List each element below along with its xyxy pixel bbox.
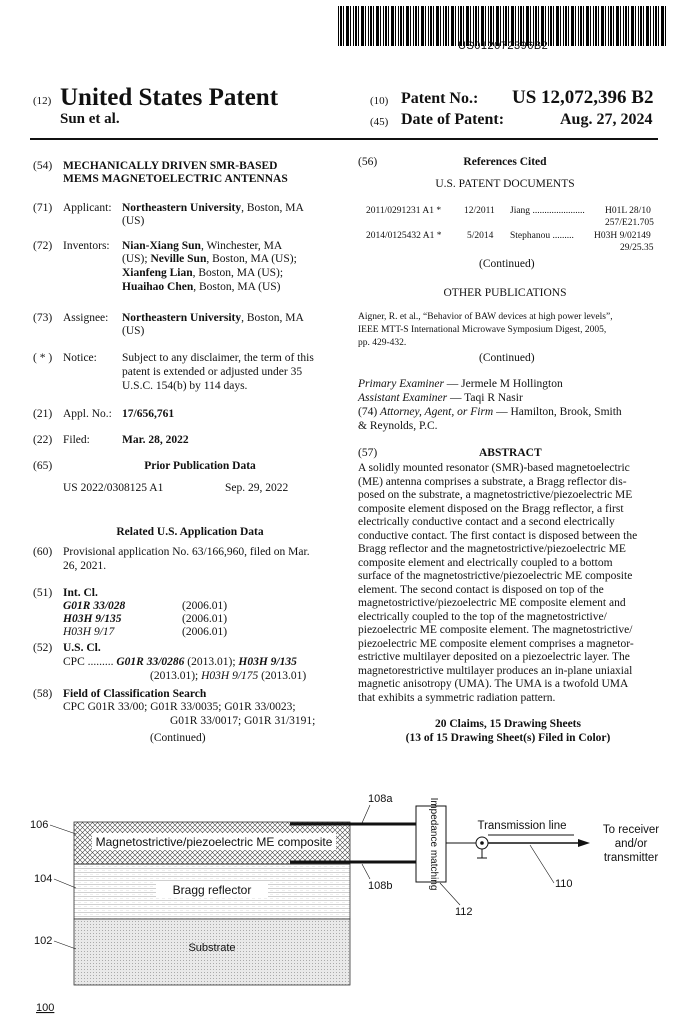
- prov-tag: (60): [33, 546, 53, 558]
- other-pub-line2: IEEE MTT-S International Microwave Symposium Digest, 2005,: [358, 325, 607, 335]
- ref-112: 112: [455, 906, 473, 918]
- ref-102: 102: [34, 935, 53, 947]
- receiver-line3: transmitter: [603, 852, 659, 864]
- applicant-label: Applicant:: [63, 202, 112, 214]
- other-continued: (Continued): [479, 352, 535, 364]
- coax-center-icon: [480, 841, 484, 845]
- appl-no: 17/656,761: [122, 408, 175, 420]
- assignee-line2: (US): [122, 325, 145, 337]
- ref-110: 110: [555, 878, 573, 890]
- notice-line3: U.S.C. 154(b) by 114 days.: [122, 380, 248, 392]
- ref-date: 5/2014: [467, 231, 494, 241]
- filed-tag: (22): [33, 434, 53, 446]
- barcode-number: US012072396B2: [458, 40, 549, 52]
- notice-line1: Subject to any disclaimer, the term of this: [122, 352, 314, 364]
- appl-label: Appl. No.:: [63, 408, 112, 420]
- ref-108b: 108b: [368, 880, 393, 892]
- intcl-date: (2006.01): [182, 600, 228, 612]
- tline-label: Transmission line: [477, 820, 567, 832]
- ref-100: 100: [36, 1002, 55, 1014]
- prior-date: Sep. 29, 2022: [225, 482, 289, 494]
- applicant-line2: (US): [122, 215, 145, 227]
- title-tag: (54): [33, 160, 53, 172]
- abstract-line: composite element disposed on the Bragg reflector, a first: [358, 502, 624, 515]
- ref-106: 106: [30, 819, 49, 831]
- invention-title-line2: MEMS MAGNETOELECTRIC ANTENNAS: [63, 173, 288, 185]
- ref-num: 2014/0125432 A1 *: [366, 231, 442, 241]
- abstract-line: magnetic anisotropy (UMA). The UMA is a twofold UMA: [358, 678, 629, 690]
- abstract-line: (ME) antenna comprises a substrate, a Bragg reflector dis-: [358, 475, 627, 488]
- ref-code2: 29/25.35: [620, 243, 654, 253]
- intcl-tag: (51): [33, 587, 53, 599]
- cpc-line2: (2013.01); H03H 9/175 (2013.01): [150, 670, 307, 682]
- leader-102: [54, 941, 76, 949]
- field-line2: G01R 33/0017; G01R 31/3191;: [170, 715, 316, 727]
- filed-date: Mar. 28, 2022: [122, 434, 189, 446]
- abstract-line: conductive contact. The first contact is disposed between the: [358, 529, 638, 542]
- ref-num: 2011/0291231 A1 *: [366, 206, 442, 216]
- claims-line2: (13 of 15 Drawing Sheet(s) Filed in Color): [405, 732, 611, 744]
- leader-108a: [362, 805, 370, 823]
- intcl-code: H03H 9/135: [63, 613, 122, 625]
- notice-line2: patent is extended or adjusted under 35: [122, 366, 303, 378]
- field-label: Field of Classification Search: [63, 688, 207, 700]
- prior-pub: US 2022/0308125 A1: [63, 482, 164, 494]
- prior-heading: Prior Publication Data: [144, 460, 256, 472]
- header-rule: [30, 138, 658, 140]
- other-pub-line1: Aigner, R. et al., “Behavior of BAW devices at high power levels”,: [358, 312, 613, 322]
- abstract-line: piezoelectric ME composite element comprises a magnetor-: [358, 637, 634, 650]
- assignee-label: Assignee:: [63, 312, 109, 324]
- attorney-line1: (74) Attorney, Agent, or Firm — Hamilton, Brook, Smith: [358, 406, 622, 418]
- patent-title-heading: United States Patent: [60, 84, 279, 111]
- field-line1: CPC G01R 33/00; G01R 33/0035; G01R 33/0023;: [63, 701, 296, 713]
- assignee-tag: (73): [33, 312, 53, 324]
- other-pubs-heading: OTHER PUBLICATIONS: [443, 287, 567, 299]
- abstract-line: magnetostrictive/piezoelectric ME composite element and: [358, 597, 626, 609]
- notice-tag: ( * ): [33, 352, 53, 364]
- arrow-right-icon: [578, 839, 590, 847]
- prior-tag: (65): [33, 460, 53, 472]
- appl-tag: (21): [33, 408, 53, 420]
- abstract-line: A solidly mounted resonator (SMR)-based magnetoelectric: [358, 462, 630, 474]
- abstract-line: electrically conductive contact and a second electrically: [358, 516, 615, 528]
- abstract-heading: ABSTRACT: [479, 447, 542, 459]
- related-heading: Related U.S. Application Data: [116, 526, 264, 538]
- leader-112: [440, 883, 460, 905]
- other-pub-line3: pp. 429-432.: [358, 338, 407, 348]
- assignee-line1: Northeastern University, Boston, MA: [122, 312, 304, 324]
- leader-110: [530, 845, 554, 883]
- ref-name: Stephanou .........: [510, 231, 574, 241]
- abstract-line: electrically coupled to the top of the magnetostrictive/: [358, 610, 607, 623]
- refs-tag: (56): [358, 156, 378, 168]
- abstract-line: element. The second contact is disposed on top of the: [358, 583, 604, 596]
- refs-continued: (Continued): [479, 258, 535, 270]
- abstract-line: that exhibits a symmetric radiation pattern.: [358, 691, 556, 704]
- inventor-short: Sun et al.: [60, 111, 120, 127]
- prov-line1: Provisional application No. 63/166,960, filed on Mar.: [63, 546, 310, 558]
- abstract-line: posed on the substrate, a magnetostrictive/piezoelectric ME: [358, 489, 633, 501]
- patent-no-tag: (10): [370, 95, 389, 107]
- applicant-line1: Northeastern University, Boston, MA: [122, 202, 304, 214]
- impedance-label: Impedance matching: [428, 797, 439, 891]
- abstract-line: magnetorestrictive multilayer produces an in-plane uniaxial: [358, 664, 633, 677]
- filed-label: Filed:: [63, 434, 90, 446]
- claims-line1: 20 Claims, 15 Drawing Sheets: [435, 718, 581, 730]
- inventors-line4: Huaihao Chen, Boston, MA (US): [122, 281, 281, 293]
- composite-label: Magnetostrictive/piezoelectric ME composite: [95, 835, 333, 849]
- intcl-date: (2006.01): [182, 626, 228, 638]
- uscl-tag: (52): [33, 642, 53, 654]
- abstract-tag: (57): [358, 447, 378, 459]
- abstract-line: surface of the magnetostrictive/piezoelectric ME composite: [358, 570, 633, 582]
- applicant-tag: (71): [33, 202, 53, 214]
- cpc-line1: CPC ......... G01R 33/0286 (2013.01); H03H 9/135: [63, 656, 297, 668]
- date-of-patent: Aug. 27, 2024: [560, 111, 653, 128]
- left-continued: (Continued): [150, 732, 206, 744]
- intcl-date: (2006.01): [182, 613, 228, 625]
- receiver-line1: To receiver: [602, 824, 660, 836]
- ref-108a: 108a: [368, 793, 393, 805]
- prov-line2: 26, 2021.: [63, 560, 107, 572]
- field-tag: (58): [33, 688, 53, 700]
- substrate-label: Substrate: [188, 942, 236, 954]
- patent-no-label: Patent No.:: [401, 90, 479, 107]
- attorney-line2: & Reynolds, P.C.: [358, 420, 438, 432]
- patent-no: US 12,072,396 B2: [512, 87, 654, 108]
- kind-code-tag: (12): [33, 95, 52, 107]
- ref-code2: 257/E21.705: [605, 218, 654, 228]
- date-tag: (45): [370, 116, 389, 128]
- inventors-line2: (US); Neville Sun, Boston, MA (US);: [122, 253, 297, 265]
- date-label: Date of Patent:: [401, 111, 505, 128]
- ref-name: Jiang ......................: [510, 206, 585, 216]
- leader-104: [54, 879, 76, 888]
- abstract-line: Bragg reflector and the magnetostrictive/piezoelectric ME: [358, 543, 626, 555]
- abstract-body: [358, 462, 658, 705]
- intcl-code: H03H 9/17: [63, 626, 115, 638]
- inventors-label: Inventors:: [63, 240, 110, 252]
- leader-108b: [362, 864, 370, 879]
- inventors-tag: (72): [33, 240, 53, 252]
- representative-drawing: [0, 780, 683, 1024]
- abstract-line: piezoelectric ME composite element. The magnetostrictive/: [358, 624, 633, 636]
- inventors-line1: Nian-Xiang Sun, Winchester, MA: [122, 240, 283, 252]
- primary-examiner: Primary Examiner — Jermele M Hollington: [358, 378, 563, 390]
- refs-heading: References Cited: [463, 156, 547, 168]
- us-docs-heading: U.S. PATENT DOCUMENTS: [435, 178, 575, 190]
- inventors-line3: Xianfeng Lian, Boston, MA (US);: [122, 267, 284, 279]
- leader-106: [50, 825, 76, 834]
- ref-date: 12/2011: [464, 206, 495, 216]
- bragg-label: Bragg reflector: [172, 883, 252, 897]
- intcl-label: Int. Cl.: [63, 587, 98, 599]
- abstract-line: estrictive multilayer deposited on a piezoelectric layer. The: [358, 651, 630, 663]
- ref-code: H01L 28/10: [605, 206, 651, 216]
- assistant-examiner: Assistant Examiner — Taqi R Nasir: [358, 392, 523, 404]
- uscl-label: U.S. Cl.: [63, 642, 101, 654]
- ref-code: H03H 9/02149: [594, 231, 651, 241]
- ref-104: 104: [34, 873, 53, 885]
- notice-label: Notice:: [63, 352, 97, 364]
- receiver-line2: and/or: [614, 838, 648, 850]
- intcl-code: G01R 33/028: [63, 600, 126, 612]
- abstract-line: composite element and electrically coupled to a bottom: [358, 556, 613, 569]
- invention-title-line1: MECHANICALLY DRIVEN SMR-BASED: [63, 160, 278, 172]
